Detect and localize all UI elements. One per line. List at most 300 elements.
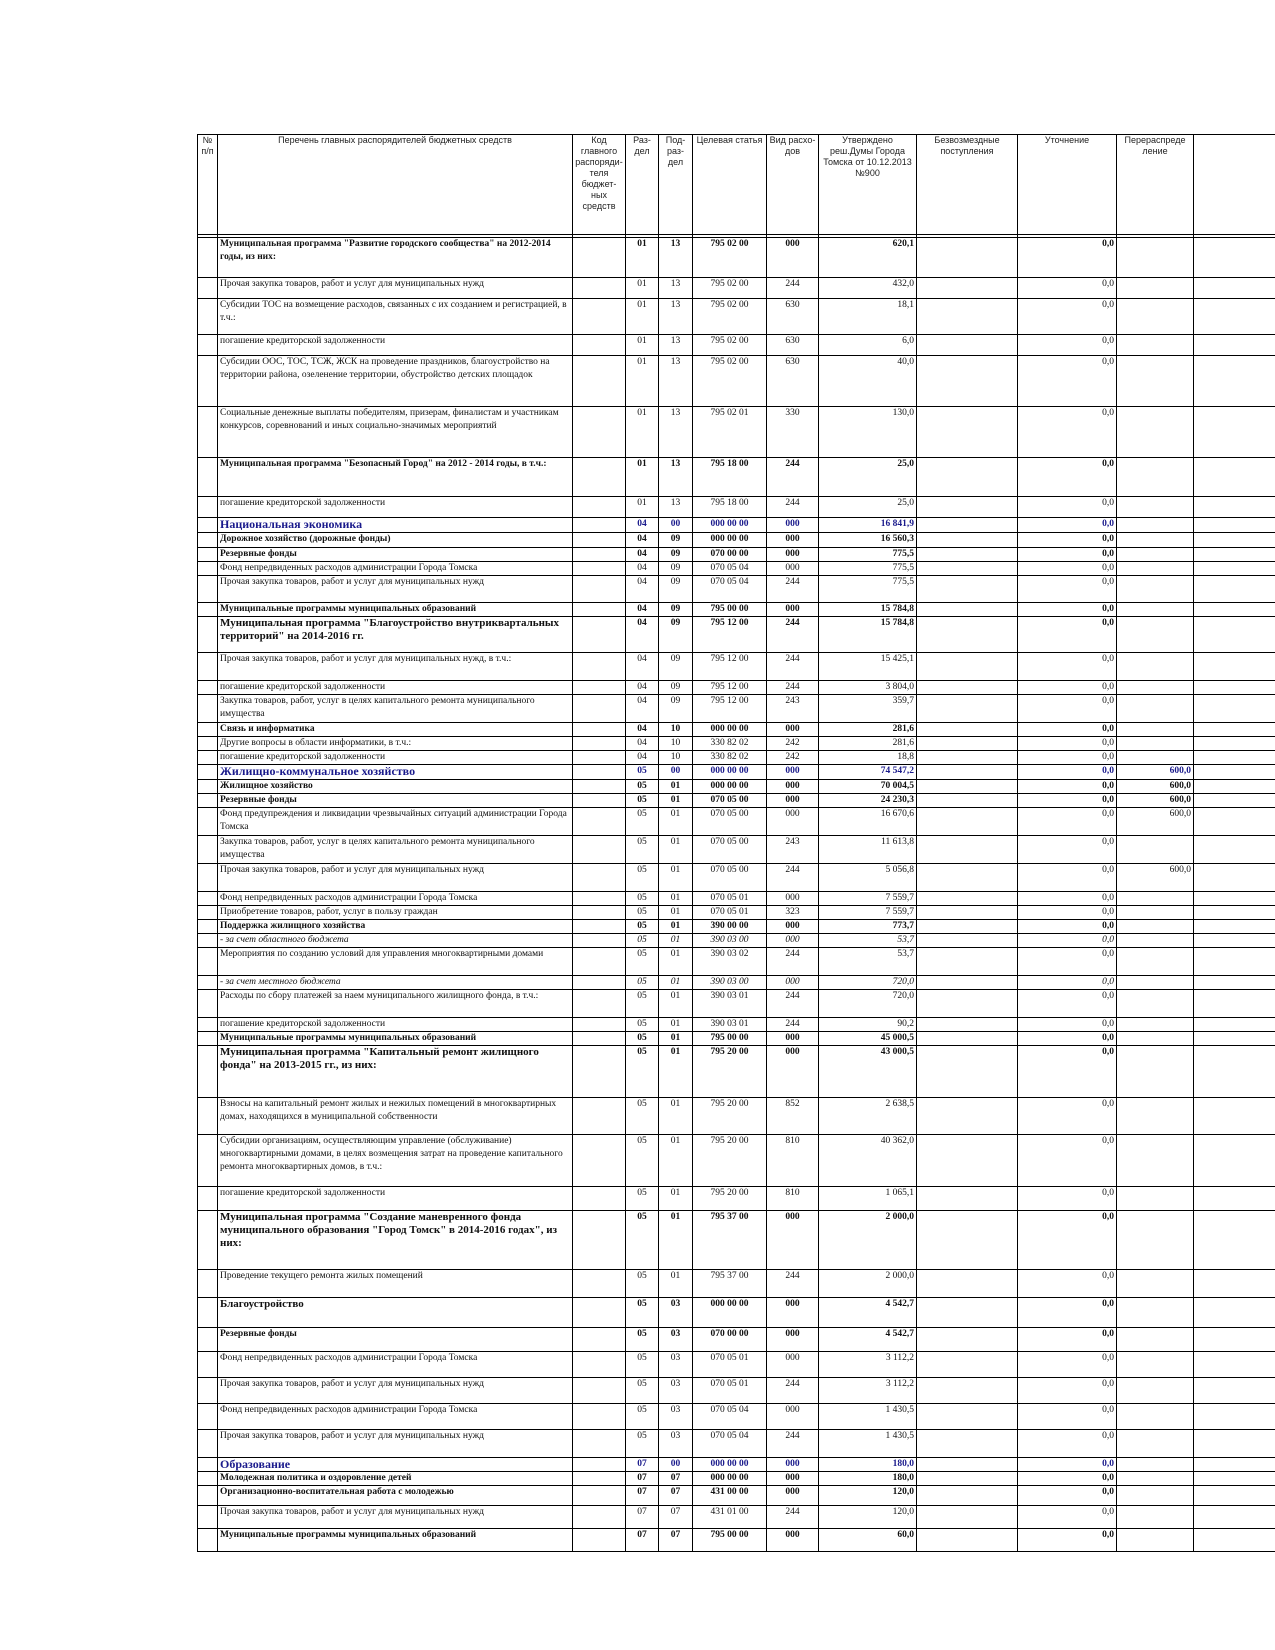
cell-statya: 000 00 00 (693, 1472, 767, 1486)
cell-extra (1194, 238, 1275, 278)
cell-utoch: 0,0 (1018, 794, 1117, 808)
cell-bezvozm (917, 1328, 1018, 1352)
cell-bezvozm (917, 1458, 1018, 1472)
cell-pereras (1117, 617, 1194, 653)
cell-num (198, 1458, 218, 1472)
table-row (198, 780, 1275, 794)
header-extra (1194, 135, 1275, 235)
cell-bezvozm (917, 808, 1018, 836)
cell-podrazdel: 07 (659, 1529, 693, 1552)
cell-statya: 070 00 00 (693, 1328, 767, 1352)
cell-pereras (1117, 548, 1194, 562)
cell-kod (573, 533, 626, 548)
cell-num (198, 1135, 218, 1187)
cell-num (198, 603, 218, 617)
cell-vid: 000 (767, 765, 819, 780)
cell-name: Закупка товаров, работ, услуг в целях капитального ремонта муниципального имущества (218, 695, 573, 723)
cell-name: Субсидии ООС, ТОС, ТСЖ, ЖСК на проведение праздников, благоустройство на территории района, озеленение территории, обустройство детских площадок (218, 356, 573, 407)
cell-utoch: 0,0 (1018, 1378, 1117, 1404)
table-row (198, 576, 1275, 603)
cell-razdel: 04 (626, 548, 659, 562)
cell-statya: 795 37 00 (693, 1270, 767, 1298)
cell-pereras (1117, 407, 1194, 458)
cell-vid: 630 (767, 356, 819, 407)
cell-statya: 795 02 00 (693, 278, 767, 299)
cell-utv: 3 112,2 (819, 1352, 917, 1378)
cell-num (198, 836, 218, 864)
cell-statya: 795 12 00 (693, 617, 767, 653)
cell-statya: 070 05 01 (693, 1352, 767, 1378)
cell-num (198, 808, 218, 836)
cell-extra (1194, 278, 1275, 299)
cell-utv: 432,0 (819, 278, 917, 299)
cell-utoch: 0,0 (1018, 1328, 1117, 1352)
cell-vid: 000 (767, 603, 819, 617)
cell-statya: 795 02 00 (693, 238, 767, 278)
cell-podrazdel: 13 (659, 299, 693, 335)
cell-kod (573, 920, 626, 934)
cell-pereras (1117, 1506, 1194, 1529)
cell-extra (1194, 751, 1275, 765)
cell-statya: 795 12 00 (693, 695, 767, 723)
header-kod: Код главного распоряди-теля бюджет-ных средств (573, 135, 626, 235)
cell-name: Молодежная политика и оздоровление детей (218, 1472, 573, 1486)
cell-bezvozm (917, 737, 1018, 751)
table-row (198, 603, 1275, 617)
cell-utoch: 0,0 (1018, 533, 1117, 548)
cell-num (198, 1430, 218, 1458)
cell-vid: 244 (767, 458, 819, 497)
cell-razdel: 05 (626, 836, 659, 864)
cell-utoch: 0,0 (1018, 864, 1117, 892)
cell-extra (1194, 1458, 1275, 1472)
cell-podrazdel: 01 (659, 836, 693, 864)
table-row (198, 723, 1275, 737)
cell-podrazdel: 03 (659, 1378, 693, 1404)
cell-num (198, 356, 218, 407)
cell-name: Проведение текущего ремонта жилых помещений (218, 1270, 573, 1298)
cell-razdel: 01 (626, 238, 659, 278)
cell-razdel: 04 (626, 723, 659, 737)
cell-name: - за счет областного бюджета (218, 934, 573, 948)
cell-utv: 4 542,7 (819, 1328, 917, 1352)
cell-statya: 390 03 01 (693, 990, 767, 1018)
cell-vid: 000 (767, 238, 819, 278)
cell-utv: 773,7 (819, 920, 917, 934)
cell-razdel: 01 (626, 458, 659, 497)
header-name: Перечень главных распорядителей бюджетных средств (218, 135, 573, 235)
cell-name: Связь и информатика (218, 723, 573, 737)
cell-extra (1194, 1529, 1275, 1552)
cell-utoch: 0,0 (1018, 808, 1117, 836)
cell-pereras (1117, 1378, 1194, 1404)
cell-kod (573, 1211, 626, 1270)
cell-statya: 390 03 00 (693, 976, 767, 990)
cell-podrazdel: 10 (659, 723, 693, 737)
cell-pereras (1117, 278, 1194, 299)
cell-bezvozm (917, 976, 1018, 990)
cell-vid: 242 (767, 737, 819, 751)
cell-utoch: 0,0 (1018, 934, 1117, 948)
cell-vid: 000 (767, 794, 819, 808)
cell-vid: 000 (767, 920, 819, 934)
cell-razdel: 05 (626, 976, 659, 990)
cell-num (198, 990, 218, 1018)
cell-pereras (1117, 1098, 1194, 1135)
cell-razdel: 04 (626, 576, 659, 603)
cell-bezvozm (917, 518, 1018, 533)
cell-extra (1194, 1506, 1275, 1529)
cell-razdel: 05 (626, 1404, 659, 1430)
cell-utv: 620,1 (819, 238, 917, 278)
cell-pereras (1117, 1328, 1194, 1352)
header-utoch: Уточнение (1018, 135, 1117, 235)
cell-utoch: 0,0 (1018, 407, 1117, 458)
cell-utoch: 0,0 (1018, 1486, 1117, 1506)
table-row (198, 1098, 1275, 1135)
cell-podrazdel: 01 (659, 864, 693, 892)
cell-vid: 000 (767, 1472, 819, 1486)
cell-utoch: 0,0 (1018, 695, 1117, 723)
cell-name: Прочая закупка товаров, работ и услуг для муниципальных нужд (218, 1506, 573, 1529)
cell-name: Муниципальная программа "Капитальный ремонт жилищного фонда" на 2013-2015 гг., из них: (218, 1046, 573, 1098)
cell-utv: 16 841,9 (819, 518, 917, 533)
cell-vid: 243 (767, 836, 819, 864)
cell-num (198, 906, 218, 920)
cell-num (198, 1352, 218, 1378)
cell-name: погашение кредиторской задолженности (218, 681, 573, 695)
cell-vid: 244 (767, 1270, 819, 1298)
cell-name: Мероприятия по созданию условий для управления многоквартирными домами (218, 948, 573, 976)
cell-utv: 3 804,0 (819, 681, 917, 695)
cell-utv: 15 425,1 (819, 653, 917, 681)
cell-utoch: 0,0 (1018, 780, 1117, 794)
cell-utv: 7 559,7 (819, 906, 917, 920)
cell-statya: 000 00 00 (693, 533, 767, 548)
cell-statya: 070 05 00 (693, 836, 767, 864)
cell-kod (573, 892, 626, 906)
table-row (198, 1135, 1275, 1187)
cell-utoch: 0,0 (1018, 990, 1117, 1018)
cell-razdel: 04 (626, 653, 659, 681)
cell-razdel: 01 (626, 299, 659, 335)
cell-statya: 070 05 04 (693, 1430, 767, 1458)
cell-num (198, 1378, 218, 1404)
cell-kod (573, 617, 626, 653)
cell-pereras (1117, 653, 1194, 681)
cell-podrazdel: 01 (659, 976, 693, 990)
cell-razdel: 05 (626, 1270, 659, 1298)
cell-extra (1194, 892, 1275, 906)
cell-num (198, 278, 218, 299)
table-row (198, 1486, 1275, 1506)
cell-utv: 5 056,8 (819, 864, 917, 892)
cell-extra (1194, 1211, 1275, 1270)
cell-podrazdel: 01 (659, 920, 693, 934)
cell-statya: 000 00 00 (693, 723, 767, 737)
cell-pereras: 600,0 (1117, 780, 1194, 794)
cell-utv: 120,0 (819, 1506, 917, 1529)
cell-kod (573, 562, 626, 576)
table-row (198, 356, 1275, 407)
cell-kod (573, 356, 626, 407)
header-podrazdel: Под-раз-дел (659, 135, 693, 235)
cell-extra (1194, 1270, 1275, 1298)
cell-utv: 2 000,0 (819, 1270, 917, 1298)
cell-kod (573, 518, 626, 533)
cell-name: Резервные фонды (218, 794, 573, 808)
cell-bezvozm (917, 723, 1018, 737)
cell-utoch: 0,0 (1018, 1270, 1117, 1298)
cell-pereras (1117, 990, 1194, 1018)
cell-pereras (1117, 1270, 1194, 1298)
cell-name: Фонд непредвиденных расходов администрации Города Томска (218, 892, 573, 906)
cell-utoch: 0,0 (1018, 1187, 1117, 1211)
cell-pereras (1117, 1458, 1194, 1472)
cell-name: Прочая закупка товаров, работ и услуг для муниципальных нужд, в т.ч.: (218, 653, 573, 681)
cell-vid: 000 (767, 808, 819, 836)
cell-utv: 25,0 (819, 497, 917, 518)
cell-bezvozm (917, 920, 1018, 934)
cell-kod (573, 990, 626, 1018)
table-header-row (198, 135, 1275, 235)
cell-utoch: 0,0 (1018, 1352, 1117, 1378)
cell-utv: 281,6 (819, 723, 917, 737)
cell-vid: 000 (767, 1211, 819, 1270)
cell-bezvozm (917, 1486, 1018, 1506)
cell-utv: 4 542,7 (819, 1298, 917, 1328)
table-row (198, 335, 1275, 356)
cell-num (198, 1298, 218, 1328)
cell-extra (1194, 780, 1275, 794)
cell-utv: 25,0 (819, 458, 917, 497)
cell-kod (573, 906, 626, 920)
cell-utoch: 0,0 (1018, 1135, 1117, 1187)
cell-vid: 000 (767, 1486, 819, 1506)
header-bezvozm: Безвозмездные поступления (917, 135, 1018, 235)
cell-pereras (1117, 836, 1194, 864)
cell-kod (573, 1472, 626, 1486)
cell-name: Благоустройство (218, 1298, 573, 1328)
table-body (198, 238, 1275, 1552)
cell-bezvozm (917, 1098, 1018, 1135)
table-row (198, 1506, 1275, 1529)
cell-num (198, 920, 218, 934)
cell-bezvozm (917, 948, 1018, 976)
cell-pereras (1117, 1352, 1194, 1378)
cell-utv: 775,5 (819, 548, 917, 562)
cell-utv: 53,7 (819, 934, 917, 948)
cell-num (198, 548, 218, 562)
cell-razdel: 05 (626, 1430, 659, 1458)
cell-vid: 000 (767, 1529, 819, 1552)
cell-utv: 775,5 (819, 576, 917, 603)
cell-pereras (1117, 948, 1194, 976)
table-row (198, 617, 1275, 653)
cell-name: Образование (218, 1458, 573, 1472)
cell-num (198, 934, 218, 948)
cell-utv: 53,7 (819, 948, 917, 976)
cell-num (198, 976, 218, 990)
cell-name: Жилищно-коммунальное хозяйство (218, 765, 573, 780)
cell-vid: 244 (767, 617, 819, 653)
cell-num (198, 617, 218, 653)
cell-kod (573, 780, 626, 794)
cell-statya: 000 00 00 (693, 1298, 767, 1328)
cell-vid: 244 (767, 948, 819, 976)
cell-num (198, 1098, 218, 1135)
cell-statya: 795 00 00 (693, 1529, 767, 1552)
cell-bezvozm (917, 836, 1018, 864)
cell-statya: 330 82 02 (693, 751, 767, 765)
cell-statya: 070 05 01 (693, 892, 767, 906)
cell-vid: 244 (767, 278, 819, 299)
cell-num (198, 562, 218, 576)
cell-statya: 070 05 04 (693, 1404, 767, 1430)
cell-utv: 180,0 (819, 1472, 917, 1486)
cell-extra (1194, 1032, 1275, 1046)
cell-statya: 070 05 00 (693, 864, 767, 892)
cell-num (198, 299, 218, 335)
cell-statya: 070 05 01 (693, 1378, 767, 1404)
cell-kod (573, 1032, 626, 1046)
cell-num (198, 458, 218, 497)
cell-vid: 630 (767, 299, 819, 335)
cell-podrazdel: 01 (659, 808, 693, 836)
cell-podrazdel: 01 (659, 892, 693, 906)
cell-razdel: 05 (626, 934, 659, 948)
cell-utoch: 0,0 (1018, 1430, 1117, 1458)
cell-razdel: 05 (626, 1018, 659, 1032)
cell-razdel: 05 (626, 920, 659, 934)
cell-extra (1194, 1135, 1275, 1187)
cell-statya: 390 00 00 (693, 920, 767, 934)
cell-pereras (1117, 356, 1194, 407)
cell-utoch: 0,0 (1018, 1298, 1117, 1328)
cell-bezvozm (917, 576, 1018, 603)
cell-razdel: 01 (626, 335, 659, 356)
cell-vid: 244 (767, 1018, 819, 1032)
cell-utoch: 0,0 (1018, 976, 1117, 990)
cell-kod (573, 765, 626, 780)
cell-statya: 000 00 00 (693, 1458, 767, 1472)
table-row (198, 794, 1275, 808)
cell-kod (573, 603, 626, 617)
cell-name: Прочая закупка товаров, работ и услуг для муниципальных нужд (218, 576, 573, 603)
cell-bezvozm (917, 695, 1018, 723)
cell-podrazdel: 07 (659, 1472, 693, 1486)
cell-statya: 390 03 00 (693, 934, 767, 948)
cell-num (198, 737, 218, 751)
cell-utoch: 0,0 (1018, 518, 1117, 533)
cell-pereras: 600,0 (1117, 794, 1194, 808)
cell-name: Резервные фонды (218, 1328, 573, 1352)
cell-podrazdel: 03 (659, 1430, 693, 1458)
cell-statya: 070 00 00 (693, 548, 767, 562)
cell-pereras (1117, 934, 1194, 948)
cell-razdel: 05 (626, 1298, 659, 1328)
cell-razdel: 05 (626, 1328, 659, 1352)
cell-utv: 1 430,5 (819, 1404, 917, 1430)
cell-utoch: 0,0 (1018, 906, 1117, 920)
cell-bezvozm (917, 934, 1018, 948)
cell-num (198, 518, 218, 533)
cell-kod (573, 1404, 626, 1430)
cell-vid: 000 (767, 976, 819, 990)
cell-pereras (1117, 299, 1194, 335)
cell-podrazdel: 13 (659, 356, 693, 407)
cell-name: Фонд непредвиденных расходов администрации Города Томска (218, 562, 573, 576)
cell-num (198, 1270, 218, 1298)
table-row (198, 533, 1275, 548)
cell-name: Поддержка жилищного хозяйства (218, 920, 573, 934)
cell-bezvozm (917, 794, 1018, 808)
cell-kod (573, 864, 626, 892)
cell-pereras (1117, 458, 1194, 497)
cell-podrazdel: 09 (659, 533, 693, 548)
cell-name: Муниципальная программа "Безопасный Город" на 2012 - 2014 годы, в т.ч.: (218, 458, 573, 497)
cell-podrazdel: 09 (659, 695, 693, 723)
cell-vid: 330 (767, 407, 819, 458)
cell-num (198, 751, 218, 765)
cell-kod (573, 299, 626, 335)
cell-podrazdel: 01 (659, 990, 693, 1018)
cell-utv: 7 559,7 (819, 892, 917, 906)
cell-extra (1194, 976, 1275, 990)
cell-vid: 244 (767, 1430, 819, 1458)
cell-extra (1194, 1098, 1275, 1135)
cell-razdel: 05 (626, 990, 659, 1018)
cell-extra (1194, 299, 1275, 335)
cell-vid: 630 (767, 335, 819, 356)
cell-kod (573, 1328, 626, 1352)
cell-statya: 070 05 00 (693, 808, 767, 836)
cell-kod (573, 1135, 626, 1187)
cell-vid: 000 (767, 1352, 819, 1378)
cell-utoch: 0,0 (1018, 1404, 1117, 1430)
cell-pereras (1117, 751, 1194, 765)
cell-statya: 000 00 00 (693, 765, 767, 780)
cell-utoch: 0,0 (1018, 238, 1117, 278)
cell-utv: 40 362,0 (819, 1135, 917, 1187)
cell-podrazdel: 01 (659, 794, 693, 808)
cell-utv: 15 784,8 (819, 617, 917, 653)
cell-kod (573, 407, 626, 458)
cell-razdel: 05 (626, 765, 659, 780)
cell-utoch: 0,0 (1018, 1472, 1117, 1486)
cell-name: погашение кредиторской задолженности (218, 335, 573, 356)
cell-utv: 120,0 (819, 1486, 917, 1506)
cell-razdel: 05 (626, 1187, 659, 1211)
cell-bezvozm (917, 1018, 1018, 1032)
cell-name: Резервные фонды (218, 548, 573, 562)
cell-statya: 431 00 00 (693, 1486, 767, 1506)
cell-podrazdel: 07 (659, 1486, 693, 1506)
cell-razdel: 07 (626, 1506, 659, 1529)
cell-pereras: 600,0 (1117, 808, 1194, 836)
cell-extra (1194, 1404, 1275, 1430)
cell-extra (1194, 737, 1275, 751)
cell-kod (573, 653, 626, 681)
table-row (198, 808, 1275, 836)
cell-utoch: 0,0 (1018, 299, 1117, 335)
cell-kod (573, 695, 626, 723)
cell-pereras (1117, 518, 1194, 533)
cell-podrazdel: 03 (659, 1298, 693, 1328)
cell-razdel: 04 (626, 681, 659, 695)
cell-kod (573, 1098, 626, 1135)
cell-bezvozm (917, 1298, 1018, 1328)
